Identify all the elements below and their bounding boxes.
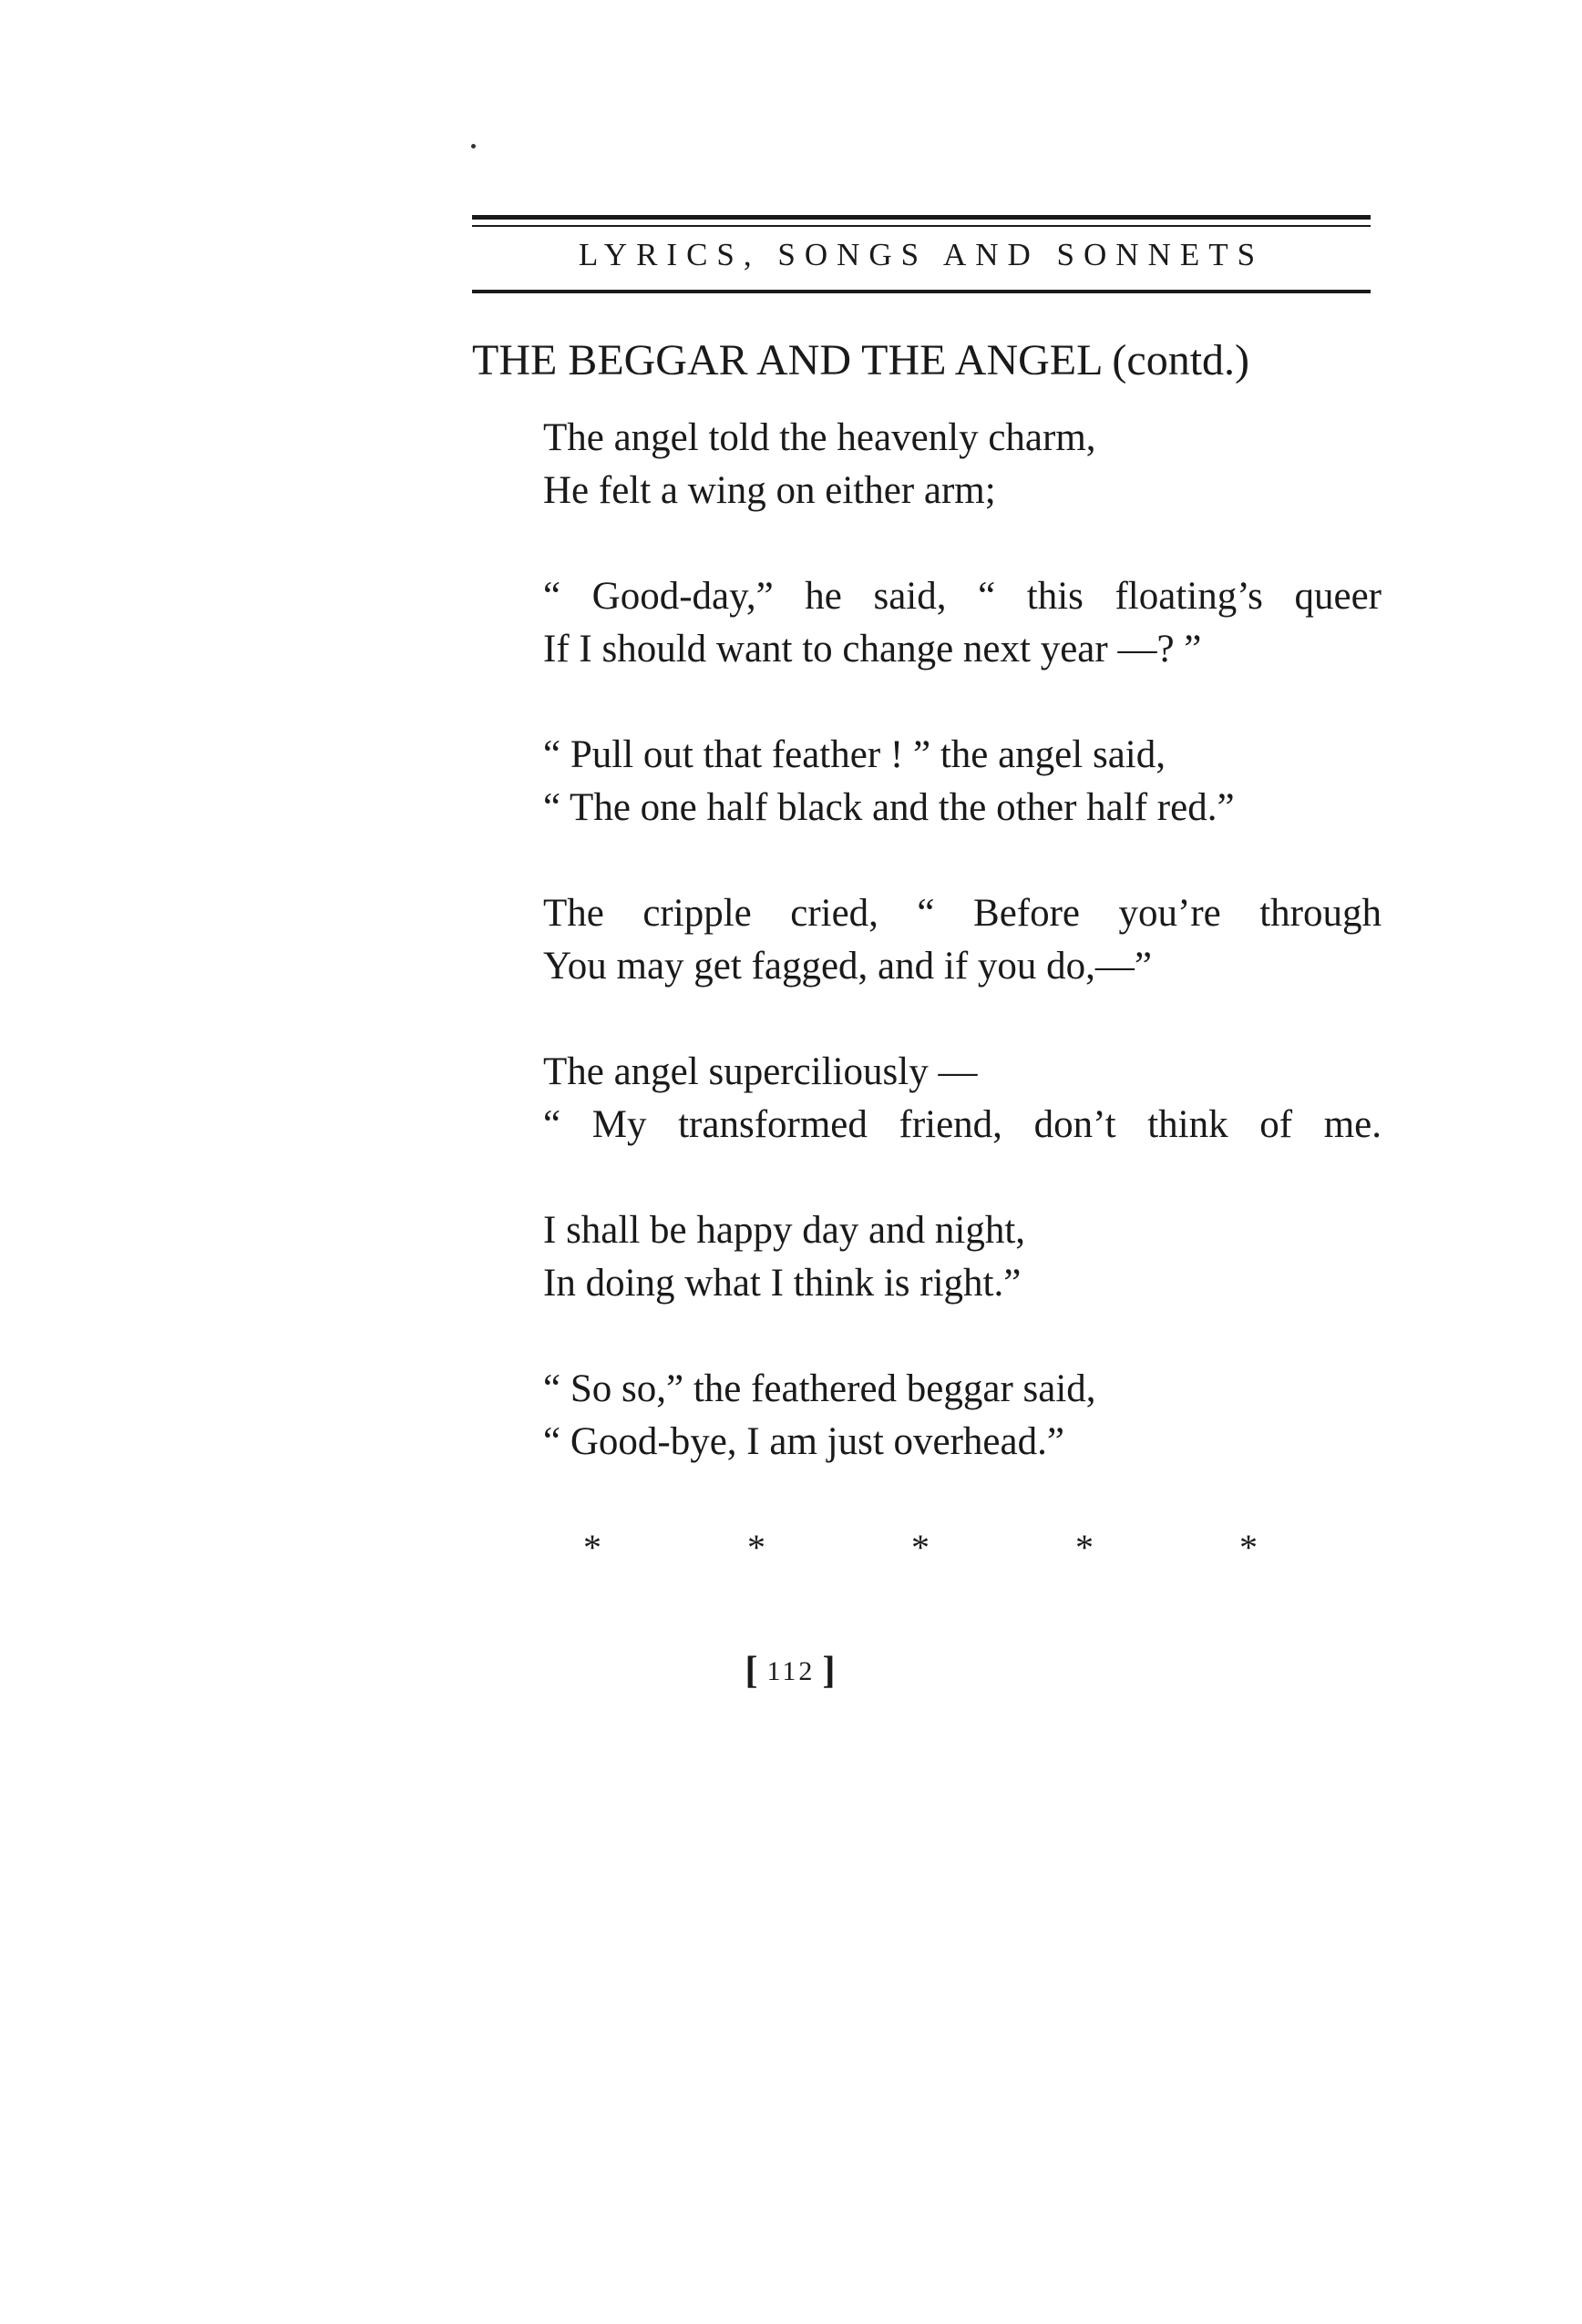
verse-line: The angel told the heavenly charm, xyxy=(543,416,1096,459)
poem-title-contd: (contd.) xyxy=(1112,336,1250,384)
verse-line: He felt a wing on either arm; xyxy=(543,469,996,512)
verse-line: The angel superciliously — xyxy=(543,1050,978,1093)
asterisk-mark: * xyxy=(911,1527,930,1568)
verse-line: In doing what I think is right.” xyxy=(543,1262,1022,1305)
verse-line: If I should want to change next year —? ” xyxy=(543,628,1202,671)
verse-line: “ Good-day,” he said, “ this floating’s queer xyxy=(543,575,1382,618)
verse-line: You may get fagged, and if you do,—” xyxy=(543,945,1152,988)
page-number-open-bracket: [ xyxy=(745,1650,760,1692)
stanza-5 xyxy=(543,1046,1382,1152)
verse-line: The cripple cried, “ Before you’re through xyxy=(543,892,1382,935)
page-number-value: 112 xyxy=(766,1656,816,1686)
stanza-4 xyxy=(543,887,1382,993)
verse-line: “ My transformed friend, don’t think of me. xyxy=(543,1103,1382,1146)
section-divider-asterisks xyxy=(583,1525,1258,1571)
header-rule-top-thin xyxy=(472,225,1371,227)
stanza-1 xyxy=(543,412,1382,517)
stanza-3 xyxy=(543,729,1382,834)
verse-line: “ Good-bye, I am just overhead.” xyxy=(543,1420,1064,1463)
page-number-close-bracket: ] xyxy=(822,1650,837,1692)
asterisk-mark: * xyxy=(1075,1527,1094,1568)
asterisk-mark: * xyxy=(1239,1527,1258,1568)
asterisk-mark: * xyxy=(583,1527,601,1568)
asterisk-mark: * xyxy=(747,1527,765,1568)
running-head: LYRICS, SONGS AND SONNETS xyxy=(578,237,1265,272)
poem-title xyxy=(472,333,1383,388)
verse-line: “ Pull out that feather ! ” the angel said, xyxy=(543,733,1166,776)
stanza-6 xyxy=(543,1204,1382,1310)
stanza-2 xyxy=(543,570,1382,676)
header-rule-bottom xyxy=(472,290,1371,293)
header-rule-top-thick xyxy=(472,215,1371,220)
verse-line: I shall be happy day and night, xyxy=(543,1209,1026,1252)
verse-line: “ The one half black and the other half red.” xyxy=(543,786,1235,829)
poem-title-main: THE BEGGAR AND THE ANGEL xyxy=(472,336,1104,384)
ink-speck xyxy=(471,144,476,148)
stanza-7 xyxy=(543,1363,1382,1469)
verse-line: “ So so,” the feathered beggar said, xyxy=(543,1367,1096,1410)
page-number xyxy=(0,1645,1582,1697)
